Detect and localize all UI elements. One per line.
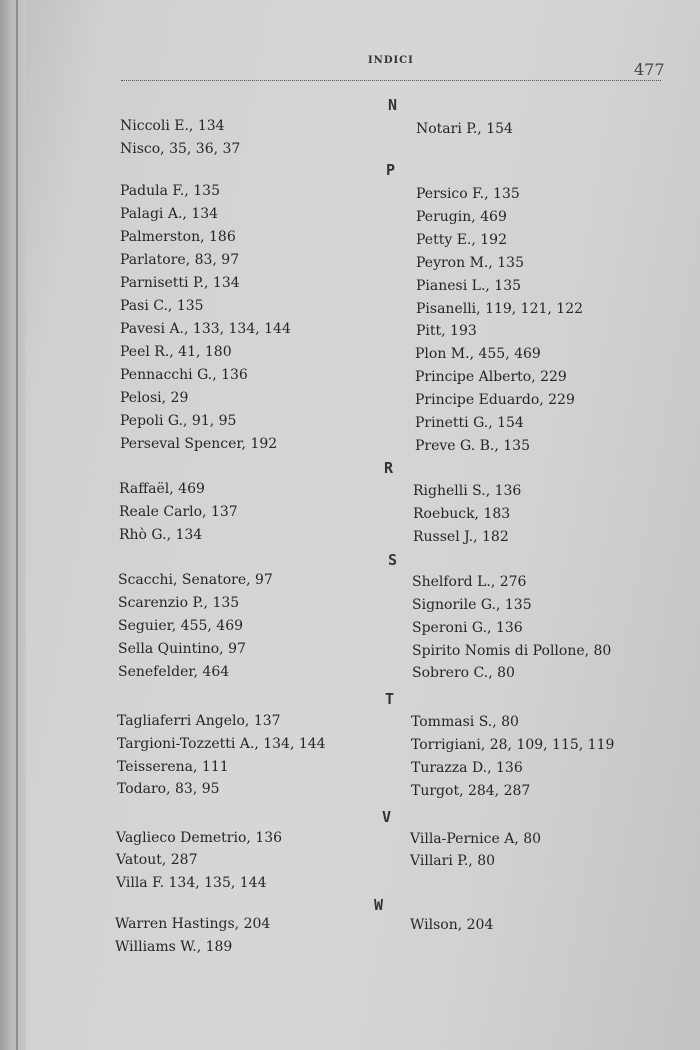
index-entry: Pasi C., 135 — [120, 298, 204, 314]
index-entry: Reale Carlo, 137 — [119, 504, 238, 520]
index-entry: Warren Hastings, 204 — [115, 916, 271, 932]
section-letter-v: V — [382, 808, 393, 826]
index-entry: Turgot, 284, 287 — [411, 783, 531, 799]
index-entry: Wilson, 204 — [410, 917, 494, 933]
index-entry: Rhò G., 134 — [119, 527, 203, 543]
index-entry: Scarenzio P., 135 — [118, 595, 240, 611]
index-entry: Pepoli G., 91, 95 — [120, 413, 237, 429]
index-entry: Peyron M., 135 — [416, 255, 524, 271]
index-entry: Palagi A., 134 — [120, 206, 219, 222]
index-entry: Parnisetti P., 134 — [120, 275, 240, 291]
gutter-edge — [16, 0, 18, 1050]
index-entry: Speroni G., 136 — [412, 620, 523, 636]
index-entry: Senefelder, 464 — [118, 664, 230, 680]
index-entry: Petty E., 192 — [416, 232, 507, 248]
section-letter-w: W — [374, 896, 385, 914]
index-entry: Shelford L., 276 — [412, 574, 527, 590]
index-entry: Pelosi, 29 — [120, 390, 189, 406]
index-entry: Nisco, 35, 36, 37 — [120, 141, 241, 157]
index-entry: Perseval Spencer, 192 — [120, 436, 278, 452]
index-entry: Torrigiani, 28, 109, 115, 119 — [411, 737, 615, 753]
index-entry: Peel R., 41, 180 — [120, 344, 232, 360]
index-entry: Persico F., 135 — [416, 186, 520, 202]
section-letter-t: T — [385, 690, 396, 708]
section-letter-n: N — [388, 96, 399, 114]
index-entry: Pisanelli, 119, 121, 122 — [416, 301, 584, 317]
index-entry: Spirito Nomis di Pollone, 80 — [412, 643, 612, 659]
index-entry: Parlatore, 83, 97 — [120, 252, 240, 268]
index-entry: Todaro, 83, 95 — [117, 781, 220, 797]
index-entry: Signorile G., 135 — [412, 597, 532, 613]
index-entry: Tommasi S., 80 — [411, 714, 519, 730]
index-entry: Palmerston, 186 — [120, 229, 236, 245]
index-entry: Pavesi A., 133, 134, 144 — [120, 321, 291, 337]
index-entry: Righelli S., 136 — [413, 483, 522, 499]
index-entry: Villari P., 80 — [410, 853, 496, 869]
index-entry: Pianesi L., 135 — [416, 278, 522, 294]
index-entry: Niccoli E., 134 — [120, 118, 225, 134]
index-entry: Scacchi, Senatore, 97 — [118, 572, 273, 588]
index-entry: Vatout, 287 — [116, 852, 198, 868]
index-entry: Williams W., 189 — [115, 939, 233, 955]
index-entry: Raffaël, 469 — [119, 481, 205, 497]
section-letter-p: P — [386, 161, 397, 179]
index-entry: Preve G. B., 135 — [415, 438, 530, 454]
index-entry: Targioni-Tozzetti A., 134, 144 — [117, 736, 326, 752]
index-entry: Tagliaferri Angelo, 137 — [117, 713, 281, 729]
index-entry: Turazza D., 136 — [411, 760, 523, 776]
index-entry: Perugin, 469 — [416, 209, 507, 225]
index-page — [26, 0, 700, 1050]
index-entry: Notari P., 154 — [416, 121, 513, 137]
binding-gutter — [0, 0, 26, 1050]
index-entry: Villa-Pernice A, 80 — [410, 831, 542, 847]
index-entry: Sella Quintino, 97 — [118, 641, 246, 657]
index-entry: Russel J., 182 — [413, 529, 509, 545]
index-entry: Padula F., 135 — [120, 183, 220, 199]
index-entry: Pennacchi G., 136 — [120, 367, 248, 383]
index-entry: Principe Alberto, 229 — [415, 369, 567, 385]
index-entry: Teisserena, 111 — [117, 759, 229, 775]
index-entry: Seguier, 455, 469 — [118, 618, 244, 634]
header-rule — [121, 80, 661, 81]
index-entry: Vaglieco Demetrio, 136 — [116, 830, 283, 846]
section-letter-r: R — [384, 459, 395, 477]
index-entry: Prinetti G., 154 — [415, 415, 524, 431]
section-letter-s: S — [388, 551, 399, 569]
running-title: INDICI — [368, 55, 414, 66]
index-entry: Plon M., 455, 469 — [415, 346, 541, 362]
index-entry: Pitt, 193 — [416, 323, 477, 339]
index-entry: Sobrero C., 80 — [412, 665, 515, 681]
index-entry: Principe Eduardo, 229 — [415, 392, 575, 408]
page-number: 477 — [634, 60, 665, 79]
index-entry: Roebuck, 183 — [413, 506, 511, 522]
index-entry: Villa F. 134, 135, 144 — [116, 875, 267, 891]
